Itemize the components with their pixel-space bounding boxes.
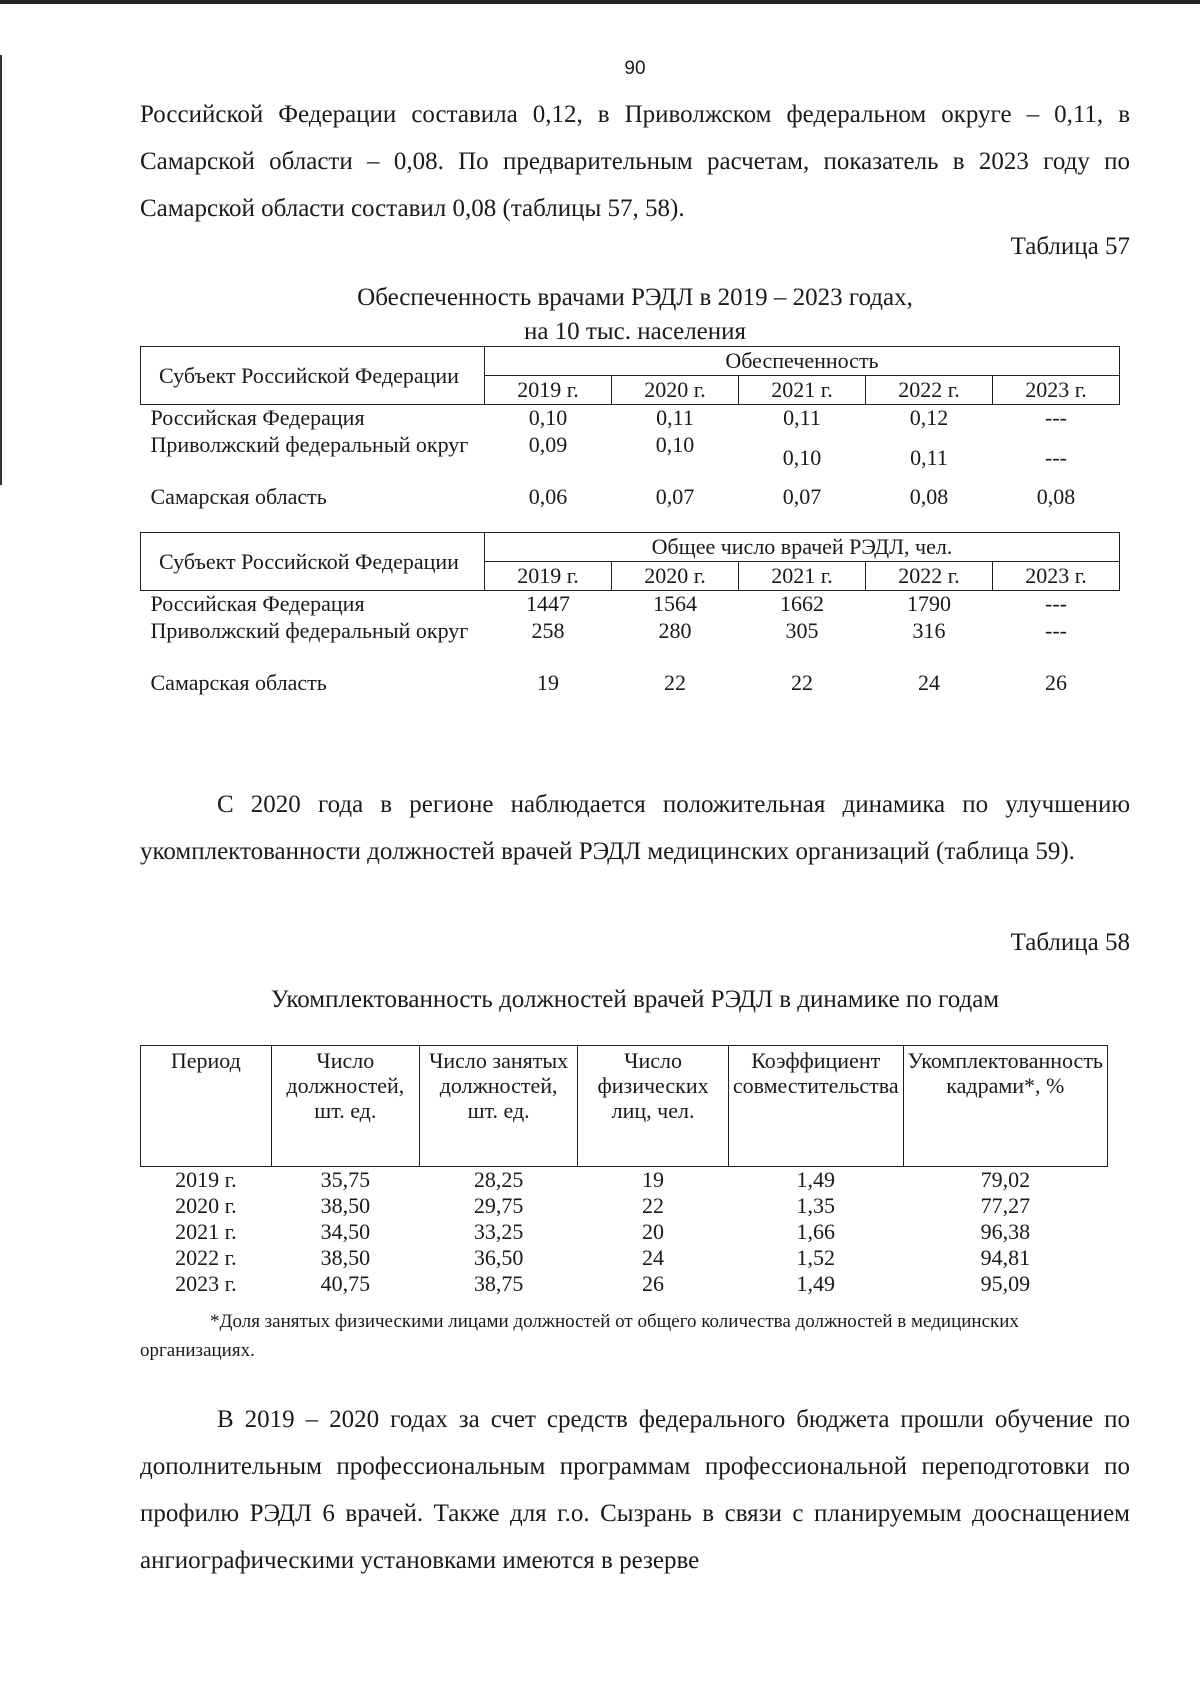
cell: 1,35 xyxy=(796,1193,835,1218)
cell: 0,10 xyxy=(655,432,695,457)
staffing-header: Укомплектованность кадрами*, % xyxy=(903,1046,1107,1167)
table-row xyxy=(141,432,1120,484)
cell: 22 xyxy=(791,670,813,695)
cell: 0,11 xyxy=(656,405,694,430)
cell: 22 xyxy=(664,670,686,695)
table-row xyxy=(141,405,1120,433)
cell: 1,49 xyxy=(796,1271,835,1296)
table-58-footnote: *Доля занятых физическими лицами должностей от общего количества должностей в медицинских организациях. xyxy=(140,1311,1019,1361)
top-border xyxy=(0,0,1200,4)
cell: 38,50 xyxy=(320,1245,371,1270)
cell: 1662 xyxy=(780,591,824,616)
table-58-staffing xyxy=(140,1045,1108,1297)
cell: --- xyxy=(1045,618,1067,643)
table-57-label: Таблица 57 xyxy=(1010,233,1130,260)
table-row xyxy=(141,618,1120,670)
year-header: 2019 г. xyxy=(485,562,612,591)
cell: 258 xyxy=(531,618,565,643)
cell: 29,75 xyxy=(473,1193,524,1218)
table-row xyxy=(141,670,1120,697)
table-row xyxy=(141,1219,1108,1245)
row-name: Приволжский федеральный округ xyxy=(150,618,469,643)
paragraph-2: С 2020 года в регионе наблюдается положительная динамика по улучшению укомплектованности должностей врачей РЭДЛ медицинских организаций (таблица 59). xyxy=(140,791,1130,865)
row-name: Российская Федерация xyxy=(150,405,365,430)
cell: 280 xyxy=(658,618,692,643)
cell: 95,09 xyxy=(980,1271,1031,1296)
cell: 2019 г. xyxy=(175,1167,237,1192)
cell: 34,50 xyxy=(320,1219,371,1244)
table-row xyxy=(141,1245,1108,1271)
cell: 1,52 xyxy=(796,1245,835,1270)
page-number: 90 xyxy=(624,58,646,79)
cell: 96,38 xyxy=(980,1219,1031,1244)
row-name: Самарская область xyxy=(150,484,327,509)
table-row xyxy=(141,1167,1108,1194)
cell: 0,10 xyxy=(528,405,568,430)
cell: --- xyxy=(1045,445,1067,470)
cell: 2021 г. xyxy=(175,1219,237,1244)
cell: 0,12 xyxy=(909,405,949,430)
cell: 0,11 xyxy=(783,405,821,430)
table-58-title: Укомплектованность должностей врачей РЭДЛ в динамике по годам xyxy=(270,986,1000,1013)
cell: 1,49 xyxy=(796,1167,835,1192)
year-header: 2020 г. xyxy=(612,376,739,405)
subject-header: Субъект Российской Федерации xyxy=(141,533,485,591)
cell: 1,66 xyxy=(796,1219,835,1244)
cell: 305 xyxy=(785,618,819,643)
table-row xyxy=(141,484,1120,511)
cell: 33,25 xyxy=(473,1219,524,1244)
year-header: 2019 г. xyxy=(485,376,612,405)
cell: 0,07 xyxy=(782,484,822,509)
table-57-title-line-2: на 10 тыс. населения xyxy=(523,318,747,345)
cell: 24 xyxy=(642,1245,665,1270)
row-name: Самарская область xyxy=(150,670,327,695)
cell: 2023 г. xyxy=(175,1271,237,1296)
cell: 35,75 xyxy=(320,1167,371,1192)
left-scan-edge xyxy=(0,55,2,485)
cell: --- xyxy=(1045,405,1067,430)
cell: 19 xyxy=(642,1167,665,1192)
table-row xyxy=(141,1271,1108,1297)
cell: 36,50 xyxy=(473,1245,524,1270)
positions-header: Число должностей, шт. ед. xyxy=(271,1046,419,1167)
row-name: Приволжский федеральный округ xyxy=(150,432,469,457)
cell: 20 xyxy=(642,1219,665,1244)
year-header: 2023 г. xyxy=(993,562,1120,591)
coefficient-header: Коэффициент совместительства xyxy=(728,1046,903,1167)
cell: 0,06 xyxy=(528,484,568,509)
table-57-title xyxy=(140,281,1130,349)
persons-header: Число физических лиц, чел. xyxy=(578,1046,729,1167)
count-group-header: Общее число врачей РЭДЛ, чел. xyxy=(485,533,1120,562)
cell: 38,75 xyxy=(473,1271,524,1296)
cell: 22 xyxy=(642,1193,665,1218)
cell: 0,11 xyxy=(910,445,948,470)
cell: 77,27 xyxy=(980,1193,1031,1218)
cell: 19 xyxy=(537,670,559,695)
cell: 1790 xyxy=(907,591,951,616)
table-57-title-line-1: Обеспеченность врачами РЭДЛ в 2019 – 2023 годах, xyxy=(357,284,913,311)
row-name: Российская Федерация xyxy=(150,591,365,616)
cell: 38,50 xyxy=(320,1193,371,1218)
table-row xyxy=(141,591,1120,619)
cell: 0,08 xyxy=(1036,484,1076,509)
period-header: Период xyxy=(141,1046,272,1167)
table-57-doctor-count xyxy=(140,532,1120,697)
cell: 1564 xyxy=(653,591,697,616)
cell: 2020 г. xyxy=(175,1193,237,1218)
supply-group-header: Обеспеченность xyxy=(485,347,1120,376)
year-header: 2020 г. xyxy=(612,562,739,591)
cell: 26 xyxy=(642,1271,665,1296)
year-header: 2021 г. xyxy=(739,376,866,405)
cell: 0,09 xyxy=(528,432,568,457)
cell: 24 xyxy=(918,670,940,695)
table-57-supply xyxy=(140,346,1120,511)
paragraph-1: Российской Федерации составила 0,12, в Приволжском федеральном округе – 0,11, в Самарской области – 0,08. По предварительным расчетам, показатель в 2023 году по Самарской области составил 0,08 (таблицы 57, 58). xyxy=(140,101,1130,222)
cell: 79,02 xyxy=(980,1167,1031,1192)
cell: 1447 xyxy=(526,591,570,616)
year-header: 2021 г. xyxy=(739,562,866,591)
cell: 316 xyxy=(912,618,946,643)
subject-header: Субъект Российской Федерации xyxy=(141,347,485,405)
cell: 94,81 xyxy=(980,1245,1031,1270)
cell: 0,10 xyxy=(782,445,822,470)
cell: 0,08 xyxy=(909,484,949,509)
cell: 2022 г. xyxy=(175,1245,237,1270)
table-58-label: Таблица 58 xyxy=(1010,929,1130,956)
cell: --- xyxy=(1045,591,1067,616)
cell: 0,07 xyxy=(655,484,695,509)
paragraph-3: В 2019 – 2020 годах за счет средств федерального бюджета прошли обучение по дополнительным профессиональным программам профессиональной переподготовки по профилю РЭДЛ 6 врачей. Также для г.о. Сызрань в связи с планируемым дооснащением ангиографическими установками имеются в резерве xyxy=(140,1406,1130,1574)
year-header: 2022 г. xyxy=(866,376,993,405)
table-row xyxy=(141,1193,1108,1219)
cell: 28,25 xyxy=(473,1167,524,1192)
occupied-header: Число занятых должностей, шт. ед. xyxy=(419,1046,577,1167)
cell: 40,75 xyxy=(320,1271,371,1296)
year-header: 2022 г. xyxy=(866,562,993,591)
cell: 26 xyxy=(1045,670,1067,695)
year-header: 2023 г. xyxy=(993,376,1120,405)
